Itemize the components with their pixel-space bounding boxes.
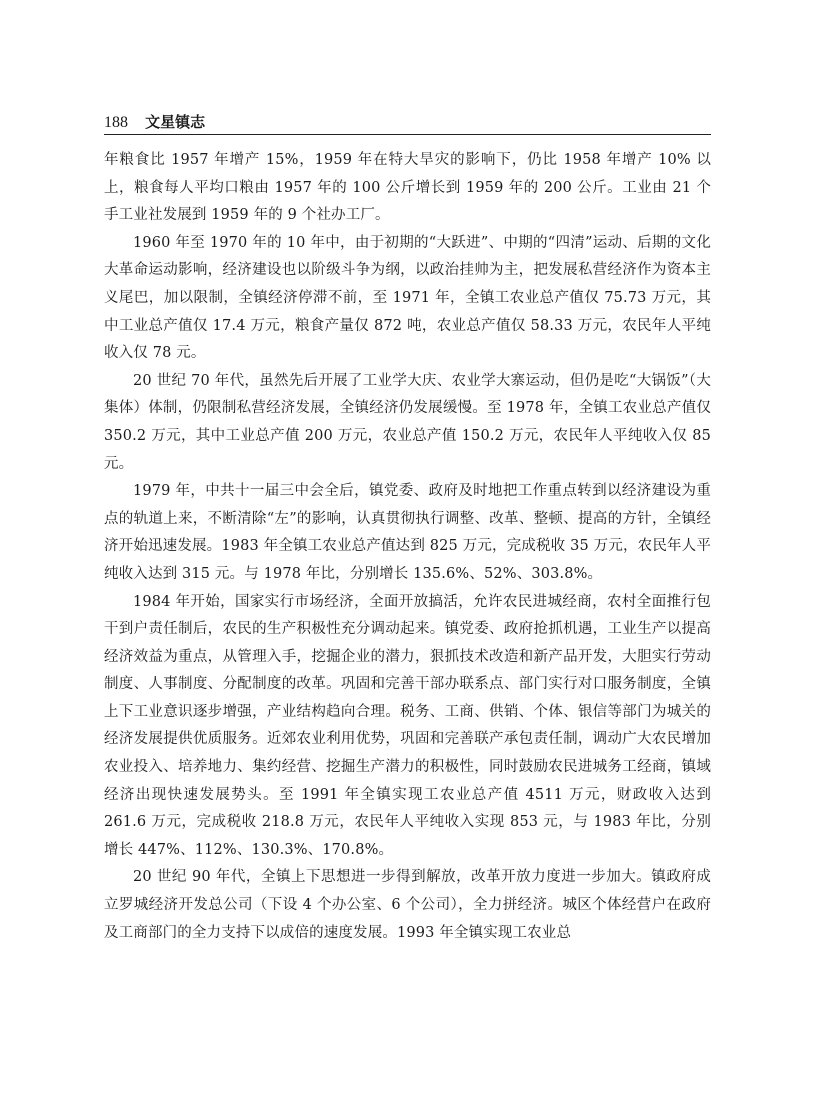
running-header — [104, 112, 711, 135]
body-text — [104, 147, 711, 947]
paragraph-1: 年粮食比 1957 年增产 15%，1959 年在特大旱灾的影响下，仍比 1958 年增产 10% 以上，粮食每人平均口粮由 1957 年的 100 公斤增长到 1959 年的 200 公斤。工业由 21 个手工业社发展到 1959 年的 9 个社办工厂。 — [104, 152, 711, 224]
paragraph-6: 20 世纪 90 年代，全镇上下思想进一步得到解放，改革开放力度进一步加大。镇政府成立罗城经济开发总公司（下设 4 个办公室、6 个公司），全力拼经济。城区个体经营户在政府及工商部门的全力支持下以成倍的速度发展。1993 年全镇实现工农业总 — [104, 869, 711, 941]
book-title: 文星镇志 — [145, 113, 206, 131]
paragraph-5: 1984 年开始，国家实行市场经济，全面开放搞活，允许农民进城经商，农村全面推行包干到户责任制后，农民的生产积极性充分调动起来。镇党委、政府抢抓机遇，工业生产以提高经济效益为重点，从管理入手，挖掘企业的潜力，狠抓技术改造和新产品开发，大胆实行劳动制度、人事制度、分配制度的改革。巩固和完善干部办联系点、部门实行对口服务制度，全镇上下工业意识逐步增强，产业结构趋向合理。税务、工商、供销、个体、银信等部门为城关的经济发展提供优质服务。近郊农业利用优势，巩固和完善联产承包责任制，调动广大农民增加农业投入、培养地力、集约经营、挖掘生产潜力的积极性，同时鼓励农民进城务工经商，镇域经济出现快速发展势头。至 1991 年全镇实现工农业总产值 4511 万元，财政收入达到 261.6 万元，完成税收 218.8 万元，农民年人平纯收入实现 853 元，与 1983 年比，分别增长 447%、112%、130.3%、170.8%。 — [104, 593, 711, 858]
paragraph-3: 20 世纪 70 年代，虽然先后开展了工业学大庆、农业学大寨运动，但仍是吃“大锅饭”（大集体）体制，仍限制私营经济发展，全镇经济仍发展缓慢。至 1978 年，全镇工农业总产值仅 350.2 万元，其中工业总产值 200 万元，农业总产值 150.2 万元，农民年人平纯收入仅 85 元。 — [104, 372, 711, 472]
paragraph-4: 1979 年，中共十一届三中会全后，镇党委、政府及时地把工作重点转到以经济建设为重点的轨道上来，不断清除“左”的影响，认真贯彻执行调整、改革、整顿、提高的方针，全镇经济开始迅速发展。1983 年全镇工农业总产值达到 825 万元，完成税收 35 万元，农民年人平纯收入达到 315 元。与 1978 年比，分别增长 135.6%、52%、303.8%。 — [104, 483, 711, 582]
page-number: 188 — [104, 114, 128, 131]
paragraph-2: 1960 年至 1970 年的 10 年中，由于初期的“大跃进”、中期的“四清”运动、后期的文化大革命运动影响，经济建设也以阶级斗争为纲，以政治挂帅为主，把发展私营经济作为资本主义尾巴，加以限制，全镇经济停滞不前，至 1971 年，全镇工农业总产值仅 75.73 万元，其中工业总产值仅 17.4 万元，粮食产量仅 872 吨，农业总产值仅 58.33 万元，农民年人平纯收入仅 78 元。 — [104, 234, 711, 362]
